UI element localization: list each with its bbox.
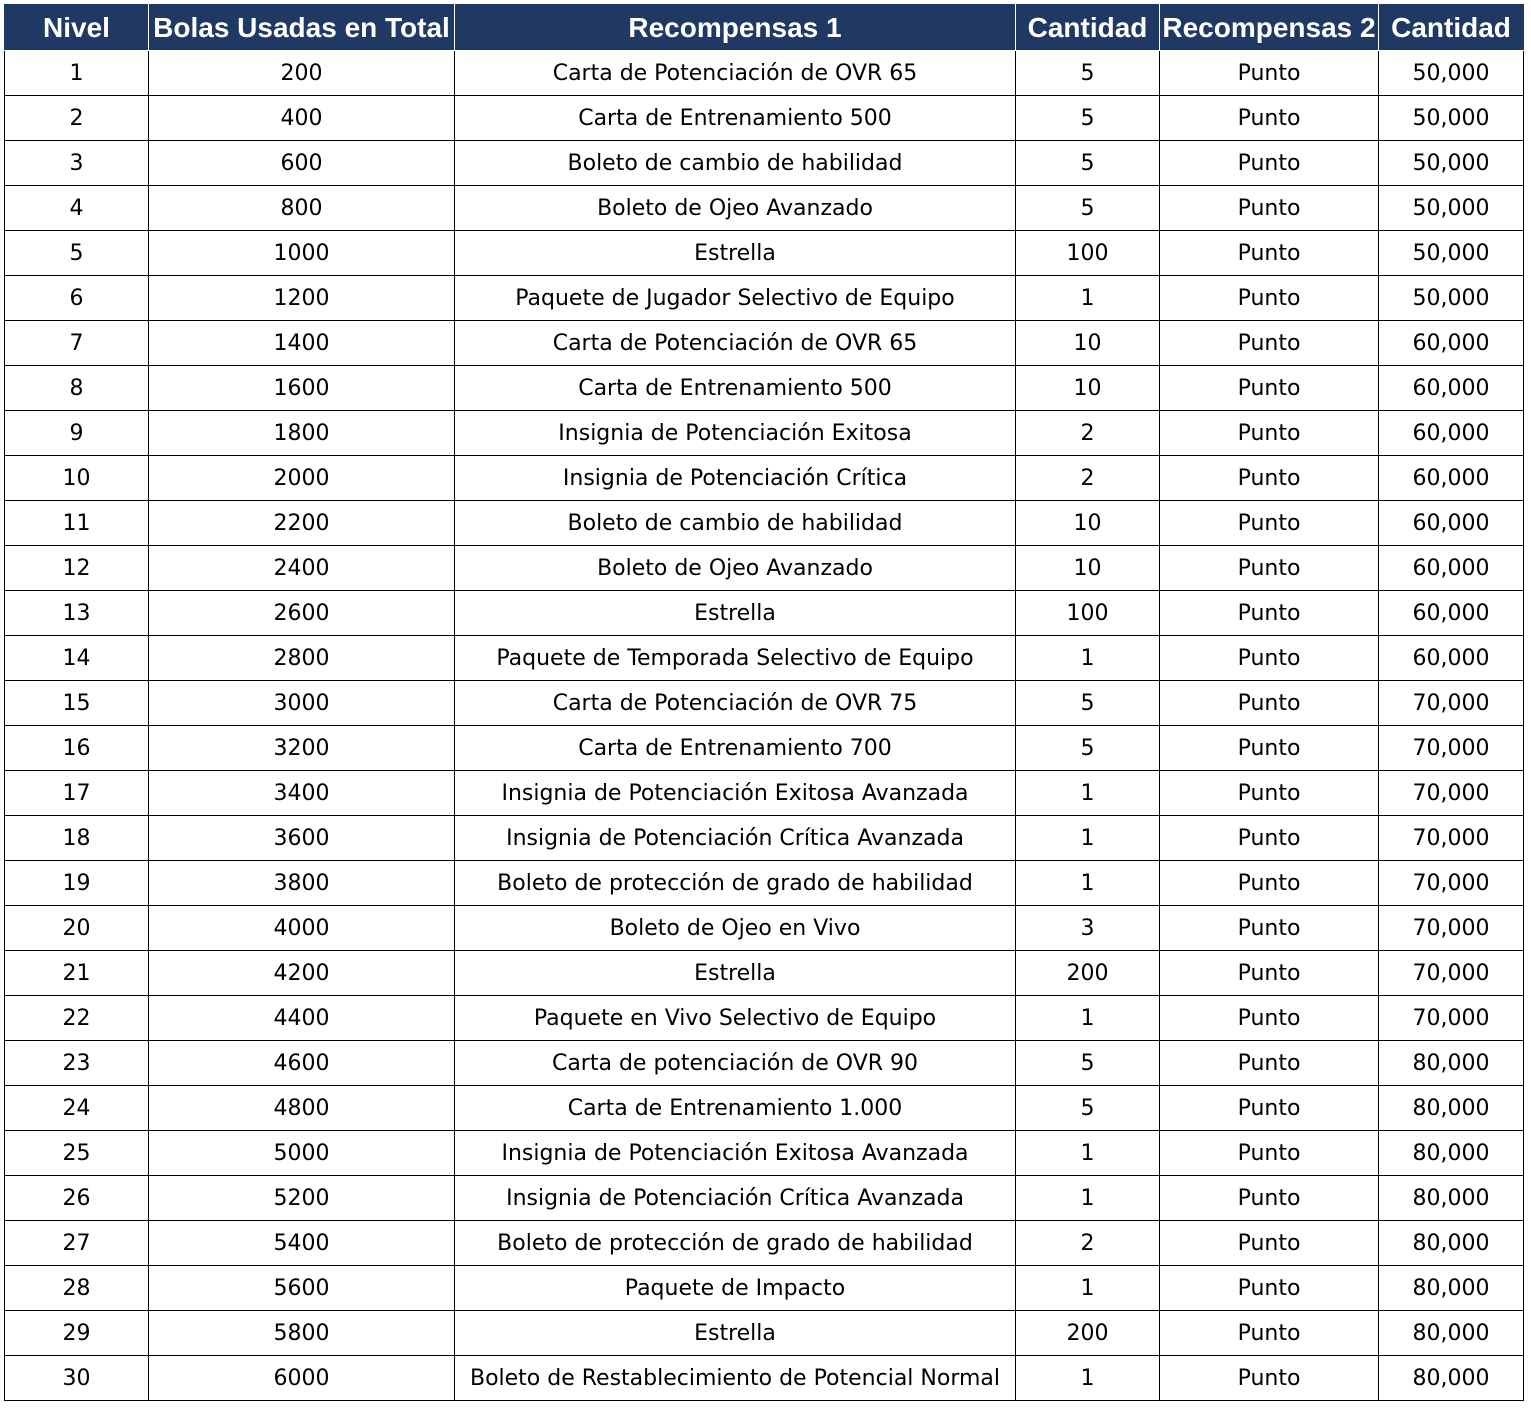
cell-recompensa-1: Insignia de Potenciación Exitosa Avanzada	[455, 771, 1016, 816]
table-row	[5, 1086, 1524, 1131]
cell-recompensa-2: Punto	[1160, 456, 1379, 501]
cell-cantidad-2: 60,000	[1379, 636, 1524, 681]
cell-recompensa-1: Estrella	[455, 591, 1016, 636]
cell-nivel: 29	[5, 1311, 149, 1356]
cell-recompensa-1: Estrella	[455, 1311, 1016, 1356]
cell-nivel: 11	[5, 501, 149, 546]
cell-cantidad-1: 1	[1016, 861, 1160, 906]
cell-nivel: 19	[5, 861, 149, 906]
cell-nivel: 20	[5, 906, 149, 951]
cell-recompensa-1: Estrella	[455, 951, 1016, 996]
cell-cantidad-2: 50,000	[1379, 231, 1524, 276]
cell-cantidad-1: 100	[1016, 231, 1160, 276]
header-row	[5, 5, 1524, 51]
cell-nivel: 14	[5, 636, 149, 681]
cell-bolas-usadas: 1400	[149, 321, 455, 366]
cell-recompensa-2: Punto	[1160, 771, 1379, 816]
cell-nivel: 24	[5, 1086, 149, 1131]
cell-recompensa-2: Punto	[1160, 231, 1379, 276]
cell-cantidad-1: 2	[1016, 1221, 1160, 1266]
cell-recompensa-2: Punto	[1160, 726, 1379, 771]
cell-recompensa-1: Boleto de Ojeo Avanzado	[455, 186, 1016, 231]
cell-bolas-usadas: 3200	[149, 726, 455, 771]
cell-cantidad-2: 70,000	[1379, 996, 1524, 1041]
cell-cantidad-2: 80,000	[1379, 1041, 1524, 1086]
cell-recompensa-1: Boleto de cambio de habilidad	[455, 141, 1016, 186]
cell-nivel: 16	[5, 726, 149, 771]
cell-recompensa-2: Punto	[1160, 546, 1379, 591]
cell-nivel: 27	[5, 1221, 149, 1266]
table-row	[5, 726, 1524, 771]
table-row	[5, 771, 1524, 816]
cell-bolas-usadas: 800	[149, 186, 455, 231]
cell-nivel: 3	[5, 141, 149, 186]
cell-recompensa-2: Punto	[1160, 951, 1379, 996]
cell-recompensa-1: Boleto de protección de grado de habilidad	[455, 861, 1016, 906]
cell-cantidad-1: 200	[1016, 1311, 1160, 1356]
cell-bolas-usadas: 5800	[149, 1311, 455, 1356]
cell-recompensa-2: Punto	[1160, 591, 1379, 636]
cell-recompensa-1: Paquete de Impacto	[455, 1266, 1016, 1311]
table-row	[5, 681, 1524, 726]
table-row	[5, 501, 1524, 546]
table-row	[5, 1311, 1524, 1356]
cell-bolas-usadas: 400	[149, 96, 455, 141]
cell-recompensa-1: Boleto de cambio de habilidad	[455, 501, 1016, 546]
cell-recompensa-2: Punto	[1160, 1176, 1379, 1221]
cell-cantidad-2: 60,000	[1379, 546, 1524, 591]
cell-recompensa-1: Carta de Entrenamiento 1.000	[455, 1086, 1016, 1131]
cell-cantidad-2: 80,000	[1379, 1356, 1524, 1401]
cell-recompensa-1: Carta de Potenciación de OVR 65	[455, 51, 1016, 96]
cell-recompensa-2: Punto	[1160, 816, 1379, 861]
table-header	[5, 5, 1524, 51]
cell-nivel: 28	[5, 1266, 149, 1311]
cell-nivel: 9	[5, 411, 149, 456]
cell-cantidad-1: 5	[1016, 141, 1160, 186]
cell-bolas-usadas: 4800	[149, 1086, 455, 1131]
cell-nivel: 23	[5, 1041, 149, 1086]
cell-cantidad-1: 10	[1016, 321, 1160, 366]
cell-bolas-usadas: 3600	[149, 816, 455, 861]
cell-cantidad-2: 60,000	[1379, 591, 1524, 636]
cell-cantidad-1: 5	[1016, 186, 1160, 231]
cell-cantidad-2: 60,000	[1379, 366, 1524, 411]
cell-cantidad-1: 5	[1016, 1041, 1160, 1086]
cell-recompensa-2: Punto	[1160, 1311, 1379, 1356]
cell-recompensa-2: Punto	[1160, 51, 1379, 96]
cell-bolas-usadas: 5400	[149, 1221, 455, 1266]
cell-recompensa-2: Punto	[1160, 906, 1379, 951]
cell-bolas-usadas: 5000	[149, 1131, 455, 1176]
cell-bolas-usadas: 4600	[149, 1041, 455, 1086]
table-row	[5, 1041, 1524, 1086]
table-row	[5, 231, 1524, 276]
cell-nivel: 1	[5, 51, 149, 96]
cell-cantidad-1: 200	[1016, 951, 1160, 996]
table-row	[5, 321, 1524, 366]
table-row	[5, 141, 1524, 186]
cell-cantidad-1: 1	[1016, 1356, 1160, 1401]
cell-cantidad-1: 100	[1016, 591, 1160, 636]
cell-nivel: 8	[5, 366, 149, 411]
cell-recompensa-1: Carta de potenciación de OVR 90	[455, 1041, 1016, 1086]
cell-recompensa-1: Paquete de Temporada Selectivo de Equipo	[455, 636, 1016, 681]
cell-cantidad-1: 10	[1016, 501, 1160, 546]
cell-nivel: 10	[5, 456, 149, 501]
cell-bolas-usadas: 2800	[149, 636, 455, 681]
cell-recompensa-2: Punto	[1160, 141, 1379, 186]
table-row	[5, 186, 1524, 231]
cell-cantidad-1: 1	[1016, 816, 1160, 861]
cell-bolas-usadas: 3400	[149, 771, 455, 816]
cell-nivel: 2	[5, 96, 149, 141]
header-recompensas-1: Recompensas 1	[455, 5, 1016, 51]
cell-cantidad-2: 50,000	[1379, 186, 1524, 231]
cell-cantidad-1: 10	[1016, 546, 1160, 591]
table-row	[5, 1356, 1524, 1401]
cell-cantidad-1: 1	[1016, 996, 1160, 1041]
cell-bolas-usadas: 600	[149, 141, 455, 186]
cell-recompensa-2: Punto	[1160, 1356, 1379, 1401]
table-row	[5, 366, 1524, 411]
cell-cantidad-2: 70,000	[1379, 726, 1524, 771]
cell-nivel: 30	[5, 1356, 149, 1401]
cell-nivel: 18	[5, 816, 149, 861]
cell-nivel: 25	[5, 1131, 149, 1176]
table-row	[5, 636, 1524, 681]
cell-recompensa-1: Insignia de Potenciación Crítica Avanzada	[455, 1176, 1016, 1221]
cell-cantidad-2: 70,000	[1379, 861, 1524, 906]
cell-recompensa-1: Paquete de Jugador Selectivo de Equipo	[455, 276, 1016, 321]
cell-recompensa-1: Boleto de protección de grado de habilidad	[455, 1221, 1016, 1266]
cell-bolas-usadas: 200	[149, 51, 455, 96]
cell-bolas-usadas: 1200	[149, 276, 455, 321]
cell-cantidad-1: 2	[1016, 411, 1160, 456]
cell-cantidad-1: 5	[1016, 726, 1160, 771]
cell-recompensa-2: Punto	[1160, 186, 1379, 231]
cell-recompensa-1: Carta de Entrenamiento 500	[455, 96, 1016, 141]
cell-bolas-usadas: 4200	[149, 951, 455, 996]
cell-nivel: 22	[5, 996, 149, 1041]
cell-cantidad-2: 80,000	[1379, 1221, 1524, 1266]
cell-cantidad-1: 5	[1016, 681, 1160, 726]
cell-cantidad-2: 50,000	[1379, 276, 1524, 321]
cell-recompensa-2: Punto	[1160, 996, 1379, 1041]
cell-recompensa-2: Punto	[1160, 276, 1379, 321]
cell-recompensa-1: Estrella	[455, 231, 1016, 276]
table-row	[5, 276, 1524, 321]
cell-nivel: 26	[5, 1176, 149, 1221]
cell-cantidad-1: 1	[1016, 1176, 1160, 1221]
header-bolas-usadas: Bolas Usadas en Total	[149, 5, 455, 51]
cell-cantidad-2: 60,000	[1379, 456, 1524, 501]
table-body	[5, 51, 1524, 1401]
cell-recompensa-2: Punto	[1160, 681, 1379, 726]
cell-recompensa-1: Carta de Entrenamiento 700	[455, 726, 1016, 771]
header-nivel: Nivel	[5, 5, 149, 51]
table-row	[5, 591, 1524, 636]
cell-recompensa-2: Punto	[1160, 1221, 1379, 1266]
cell-cantidad-2: 60,000	[1379, 321, 1524, 366]
table-row	[5, 861, 1524, 906]
cell-recompensa-1: Carta de Entrenamiento 500	[455, 366, 1016, 411]
cell-recompensa-1: Insignia de Potenciación Exitosa Avanzada	[455, 1131, 1016, 1176]
cell-bolas-usadas: 2600	[149, 591, 455, 636]
cell-cantidad-1: 2	[1016, 456, 1160, 501]
cell-cantidad-1: 1	[1016, 636, 1160, 681]
table-row	[5, 951, 1524, 996]
cell-cantidad-1: 5	[1016, 51, 1160, 96]
header-cantidad-1: Cantidad	[1016, 5, 1160, 51]
cell-bolas-usadas: 1600	[149, 366, 455, 411]
header-cantidad-2: Cantidad	[1379, 5, 1524, 51]
cell-recompensa-2: Punto	[1160, 636, 1379, 681]
cell-cantidad-1: 1	[1016, 771, 1160, 816]
cell-cantidad-2: 60,000	[1379, 411, 1524, 456]
cell-bolas-usadas: 6000	[149, 1356, 455, 1401]
cell-nivel: 6	[5, 276, 149, 321]
table-row	[5, 816, 1524, 861]
cell-bolas-usadas: 2400	[149, 546, 455, 591]
cell-cantidad-2: 80,000	[1379, 1086, 1524, 1131]
cell-nivel: 17	[5, 771, 149, 816]
cell-cantidad-2: 70,000	[1379, 771, 1524, 816]
cell-recompensa-2: Punto	[1160, 321, 1379, 366]
cell-cantidad-2: 50,000	[1379, 96, 1524, 141]
cell-bolas-usadas: 5600	[149, 1266, 455, 1311]
cell-bolas-usadas: 4400	[149, 996, 455, 1041]
cell-cantidad-2: 80,000	[1379, 1176, 1524, 1221]
cell-bolas-usadas: 2200	[149, 501, 455, 546]
cell-cantidad-2: 60,000	[1379, 501, 1524, 546]
table-row	[5, 96, 1524, 141]
table-row	[5, 546, 1524, 591]
cell-recompensa-1: Boleto de Restablecimiento de Potencial Normal	[455, 1356, 1016, 1401]
cell-recompensa-1: Carta de Potenciación de OVR 75	[455, 681, 1016, 726]
cell-cantidad-1: 5	[1016, 96, 1160, 141]
cell-cantidad-2: 80,000	[1379, 1131, 1524, 1176]
cell-nivel: 15	[5, 681, 149, 726]
cell-cantidad-2: 70,000	[1379, 906, 1524, 951]
cell-bolas-usadas: 3000	[149, 681, 455, 726]
cell-recompensa-1: Paquete en Vivo Selectivo de Equipo	[455, 996, 1016, 1041]
cell-nivel: 5	[5, 231, 149, 276]
table-row	[5, 456, 1524, 501]
table-row	[5, 1176, 1524, 1221]
table-row	[5, 996, 1524, 1041]
table-row	[5, 411, 1524, 456]
cell-recompensa-1: Boleto de Ojeo en Vivo	[455, 906, 1016, 951]
cell-recompensa-2: Punto	[1160, 861, 1379, 906]
cell-recompensa-1: Insignia de Potenciación Crítica Avanzada	[455, 816, 1016, 861]
cell-recompensa-1: Boleto de Ojeo Avanzado	[455, 546, 1016, 591]
cell-cantidad-1: 1	[1016, 276, 1160, 321]
cell-cantidad-1: 5	[1016, 1086, 1160, 1131]
table-row	[5, 1221, 1524, 1266]
cell-cantidad-2: 80,000	[1379, 1266, 1524, 1311]
table-row	[5, 906, 1524, 951]
cell-recompensa-1: Insignia de Potenciación Crítica	[455, 456, 1016, 501]
table-row	[5, 1131, 1524, 1176]
cell-cantidad-2: 50,000	[1379, 51, 1524, 96]
table-row	[5, 51, 1524, 96]
cell-nivel: 21	[5, 951, 149, 996]
rewards-table	[4, 4, 1524, 1401]
cell-nivel: 4	[5, 186, 149, 231]
cell-cantidad-1: 3	[1016, 906, 1160, 951]
cell-cantidad-1: 10	[1016, 366, 1160, 411]
cell-cantidad-2: 50,000	[1379, 141, 1524, 186]
cell-cantidad-2: 70,000	[1379, 681, 1524, 726]
cell-recompensa-2: Punto	[1160, 1041, 1379, 1086]
cell-nivel: 7	[5, 321, 149, 366]
table-row	[5, 1266, 1524, 1311]
cell-bolas-usadas: 5200	[149, 1176, 455, 1221]
cell-recompensa-1: Insignia de Potenciación Exitosa	[455, 411, 1016, 456]
cell-recompensa-2: Punto	[1160, 501, 1379, 546]
cell-cantidad-1: 1	[1016, 1131, 1160, 1176]
cell-recompensa-2: Punto	[1160, 96, 1379, 141]
cell-recompensa-2: Punto	[1160, 366, 1379, 411]
cell-cantidad-2: 80,000	[1379, 1311, 1524, 1356]
header-recompensas-2: Recompensas 2	[1160, 5, 1379, 51]
cell-bolas-usadas: 3800	[149, 861, 455, 906]
cell-bolas-usadas: 2000	[149, 456, 455, 501]
cell-cantidad-1: 1	[1016, 1266, 1160, 1311]
cell-nivel: 13	[5, 591, 149, 636]
cell-recompensa-2: Punto	[1160, 1131, 1379, 1176]
cell-cantidad-2: 70,000	[1379, 951, 1524, 996]
cell-nivel: 12	[5, 546, 149, 591]
cell-recompensa-1: Carta de Potenciación de OVR 65	[455, 321, 1016, 366]
cell-recompensa-2: Punto	[1160, 411, 1379, 456]
cell-bolas-usadas: 1800	[149, 411, 455, 456]
cell-cantidad-2: 70,000	[1379, 816, 1524, 861]
cell-recompensa-2: Punto	[1160, 1086, 1379, 1131]
cell-bolas-usadas: 4000	[149, 906, 455, 951]
cell-bolas-usadas: 1000	[149, 231, 455, 276]
cell-recompensa-2: Punto	[1160, 1266, 1379, 1311]
